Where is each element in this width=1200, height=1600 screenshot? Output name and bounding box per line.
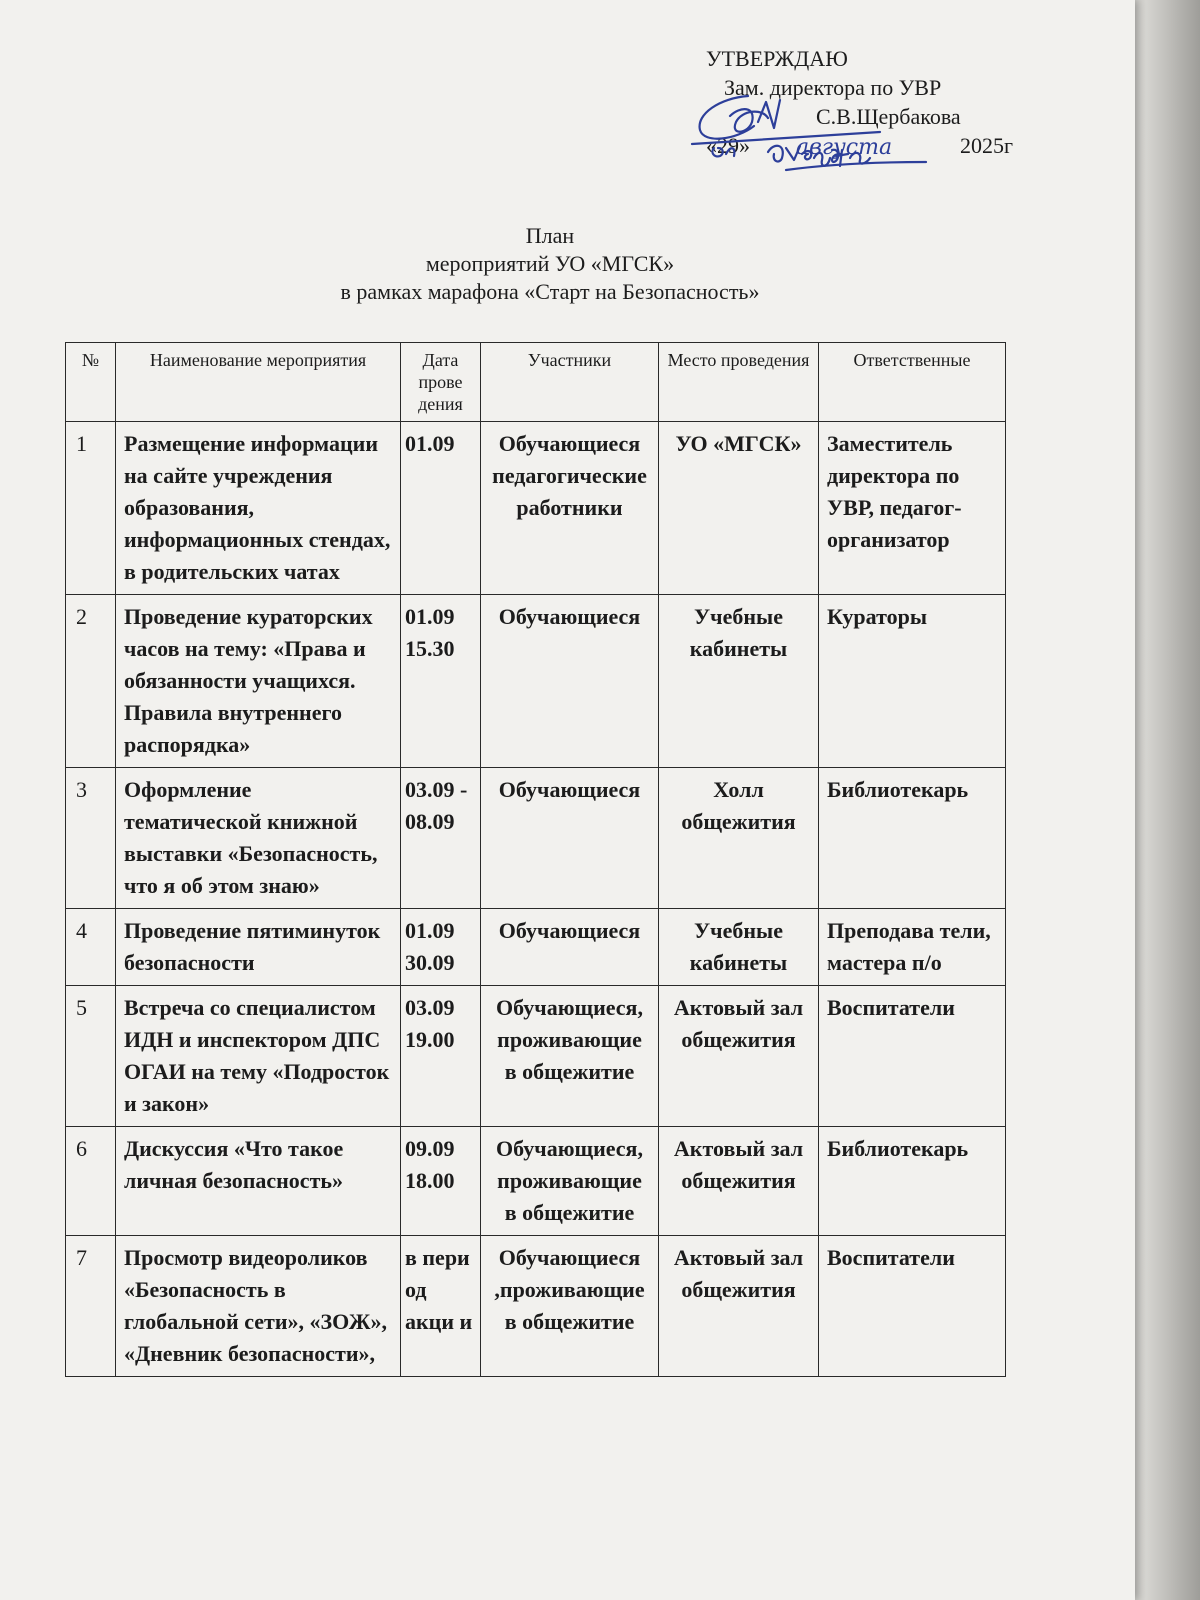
header-name: Наименование мероприятия	[116, 343, 401, 422]
cell-date: в пери од акци и	[401, 1236, 481, 1377]
cell-name: Встреча со специалистом ИДН и инспектором ДПС ОГАИ на тему «Подросток и закон»	[116, 986, 401, 1127]
events-table	[65, 342, 1006, 1377]
title-line-1: План	[525, 223, 575, 248]
approval-day: «29»	[706, 133, 750, 158]
cell-date: 01.09	[401, 422, 481, 595]
table-row	[66, 1236, 1006, 1377]
approval-position: Зам. директора по УВР	[724, 75, 942, 100]
title-line-2: мероприятий УО «МГСК»	[425, 251, 675, 276]
cell-name: Оформление тематической книжной выставки «Безопасность, что я об этом знаю»	[116, 768, 401, 909]
header-responsible: Ответственные	[819, 343, 1006, 422]
cell-date: 01.09 15.30	[401, 595, 481, 768]
cell-name: Проведение кураторских часов на тему: «Права и обязанности учащихся. Правила внутреннего распорядка»	[116, 595, 401, 768]
approval-title: УТВЕРЖДАЮ	[706, 46, 848, 71]
approval-year: 2025г	[960, 133, 1014, 158]
document-title	[220, 222, 880, 306]
table-row	[66, 1127, 1006, 1236]
cell-num: 1	[66, 422, 116, 595]
cell-place: Актовый зал общежития	[659, 1236, 819, 1377]
cell-participants: Обучающиеся	[481, 595, 659, 768]
svg-text:августа: августа	[796, 135, 893, 160]
table-row	[66, 595, 1006, 768]
cell-num: 6	[66, 1127, 116, 1236]
cell-responsible: Библиотекарь	[819, 768, 1006, 909]
cell-num: 7	[66, 1236, 116, 1377]
cell-num: 2	[66, 595, 116, 768]
table-row	[66, 909, 1006, 986]
cell-responsible: Воспитатели	[819, 986, 1006, 1127]
cell-place: Учебные кабинеты	[659, 595, 819, 768]
cell-date: 03.09 19.00	[401, 986, 481, 1127]
cell-date: 03.09 - 08.09	[401, 768, 481, 909]
cell-responsible: Преподава тели, мастера п/о	[819, 909, 1006, 986]
cell-date: 09.09 18.00	[401, 1127, 481, 1236]
cell-name: Дискуссия «Что такое личная безопасность»	[116, 1127, 401, 1236]
cell-name: Проведение пятиминуток безопасности	[116, 909, 401, 986]
cell-participants: Обучающиеся, проживающие в общежитие	[481, 1127, 659, 1236]
cell-responsible: Заместитель директора по УВР, педагог-организатор	[819, 422, 1006, 595]
cell-participants: Обучающиеся ,проживающие в общежитие	[481, 1236, 659, 1377]
cell-name: Просмотр видеороликов «Безопасность в глобальной сети», «ЗОЖ», «Дневник безопасности»,	[116, 1236, 401, 1377]
table-row	[66, 768, 1006, 909]
header-participants: Участники	[481, 343, 659, 422]
header-place: Место проведения	[659, 343, 819, 422]
cell-participants: Обучающиеся педагогические работники	[481, 422, 659, 595]
cell-participants: Обучающиеся	[481, 768, 659, 909]
cell-place: Актовый зал общежития	[659, 1127, 819, 1236]
cell-participants: Обучающиеся, проживающие в общежитие	[481, 986, 659, 1127]
cell-place: Холл общежития	[659, 768, 819, 909]
table-row	[66, 422, 1006, 595]
cell-name: Размещение информации на сайте учреждения образования, информационных стендах, в родительских чатах	[116, 422, 401, 595]
cell-responsible: Воспитатели	[819, 1236, 1006, 1377]
cell-place: Учебные кабинеты	[659, 909, 819, 986]
header-date: Дата прове дения	[401, 343, 481, 422]
cell-num: 5	[66, 986, 116, 1127]
approval-signer: С.В.Щербакова	[816, 104, 961, 129]
header-num: №	[66, 343, 116, 422]
title-line-3: в рамках марафона «Старт на Безопасность»	[340, 279, 760, 304]
cell-responsible: Кураторы	[819, 595, 1006, 768]
cell-place: УО «МГСК»	[659, 422, 819, 595]
cell-responsible: Библиотекарь	[819, 1127, 1006, 1236]
cell-place: Актовый зал общежития	[659, 986, 819, 1127]
cell-num: 4	[66, 909, 116, 986]
table-header-row	[66, 343, 1006, 422]
cell-participants: Обучающиеся	[481, 909, 659, 986]
cell-date: 01.09 30.09	[401, 909, 481, 986]
table-row	[66, 986, 1006, 1127]
cell-num: 3	[66, 768, 116, 909]
handwritten-signature	[690, 78, 950, 178]
